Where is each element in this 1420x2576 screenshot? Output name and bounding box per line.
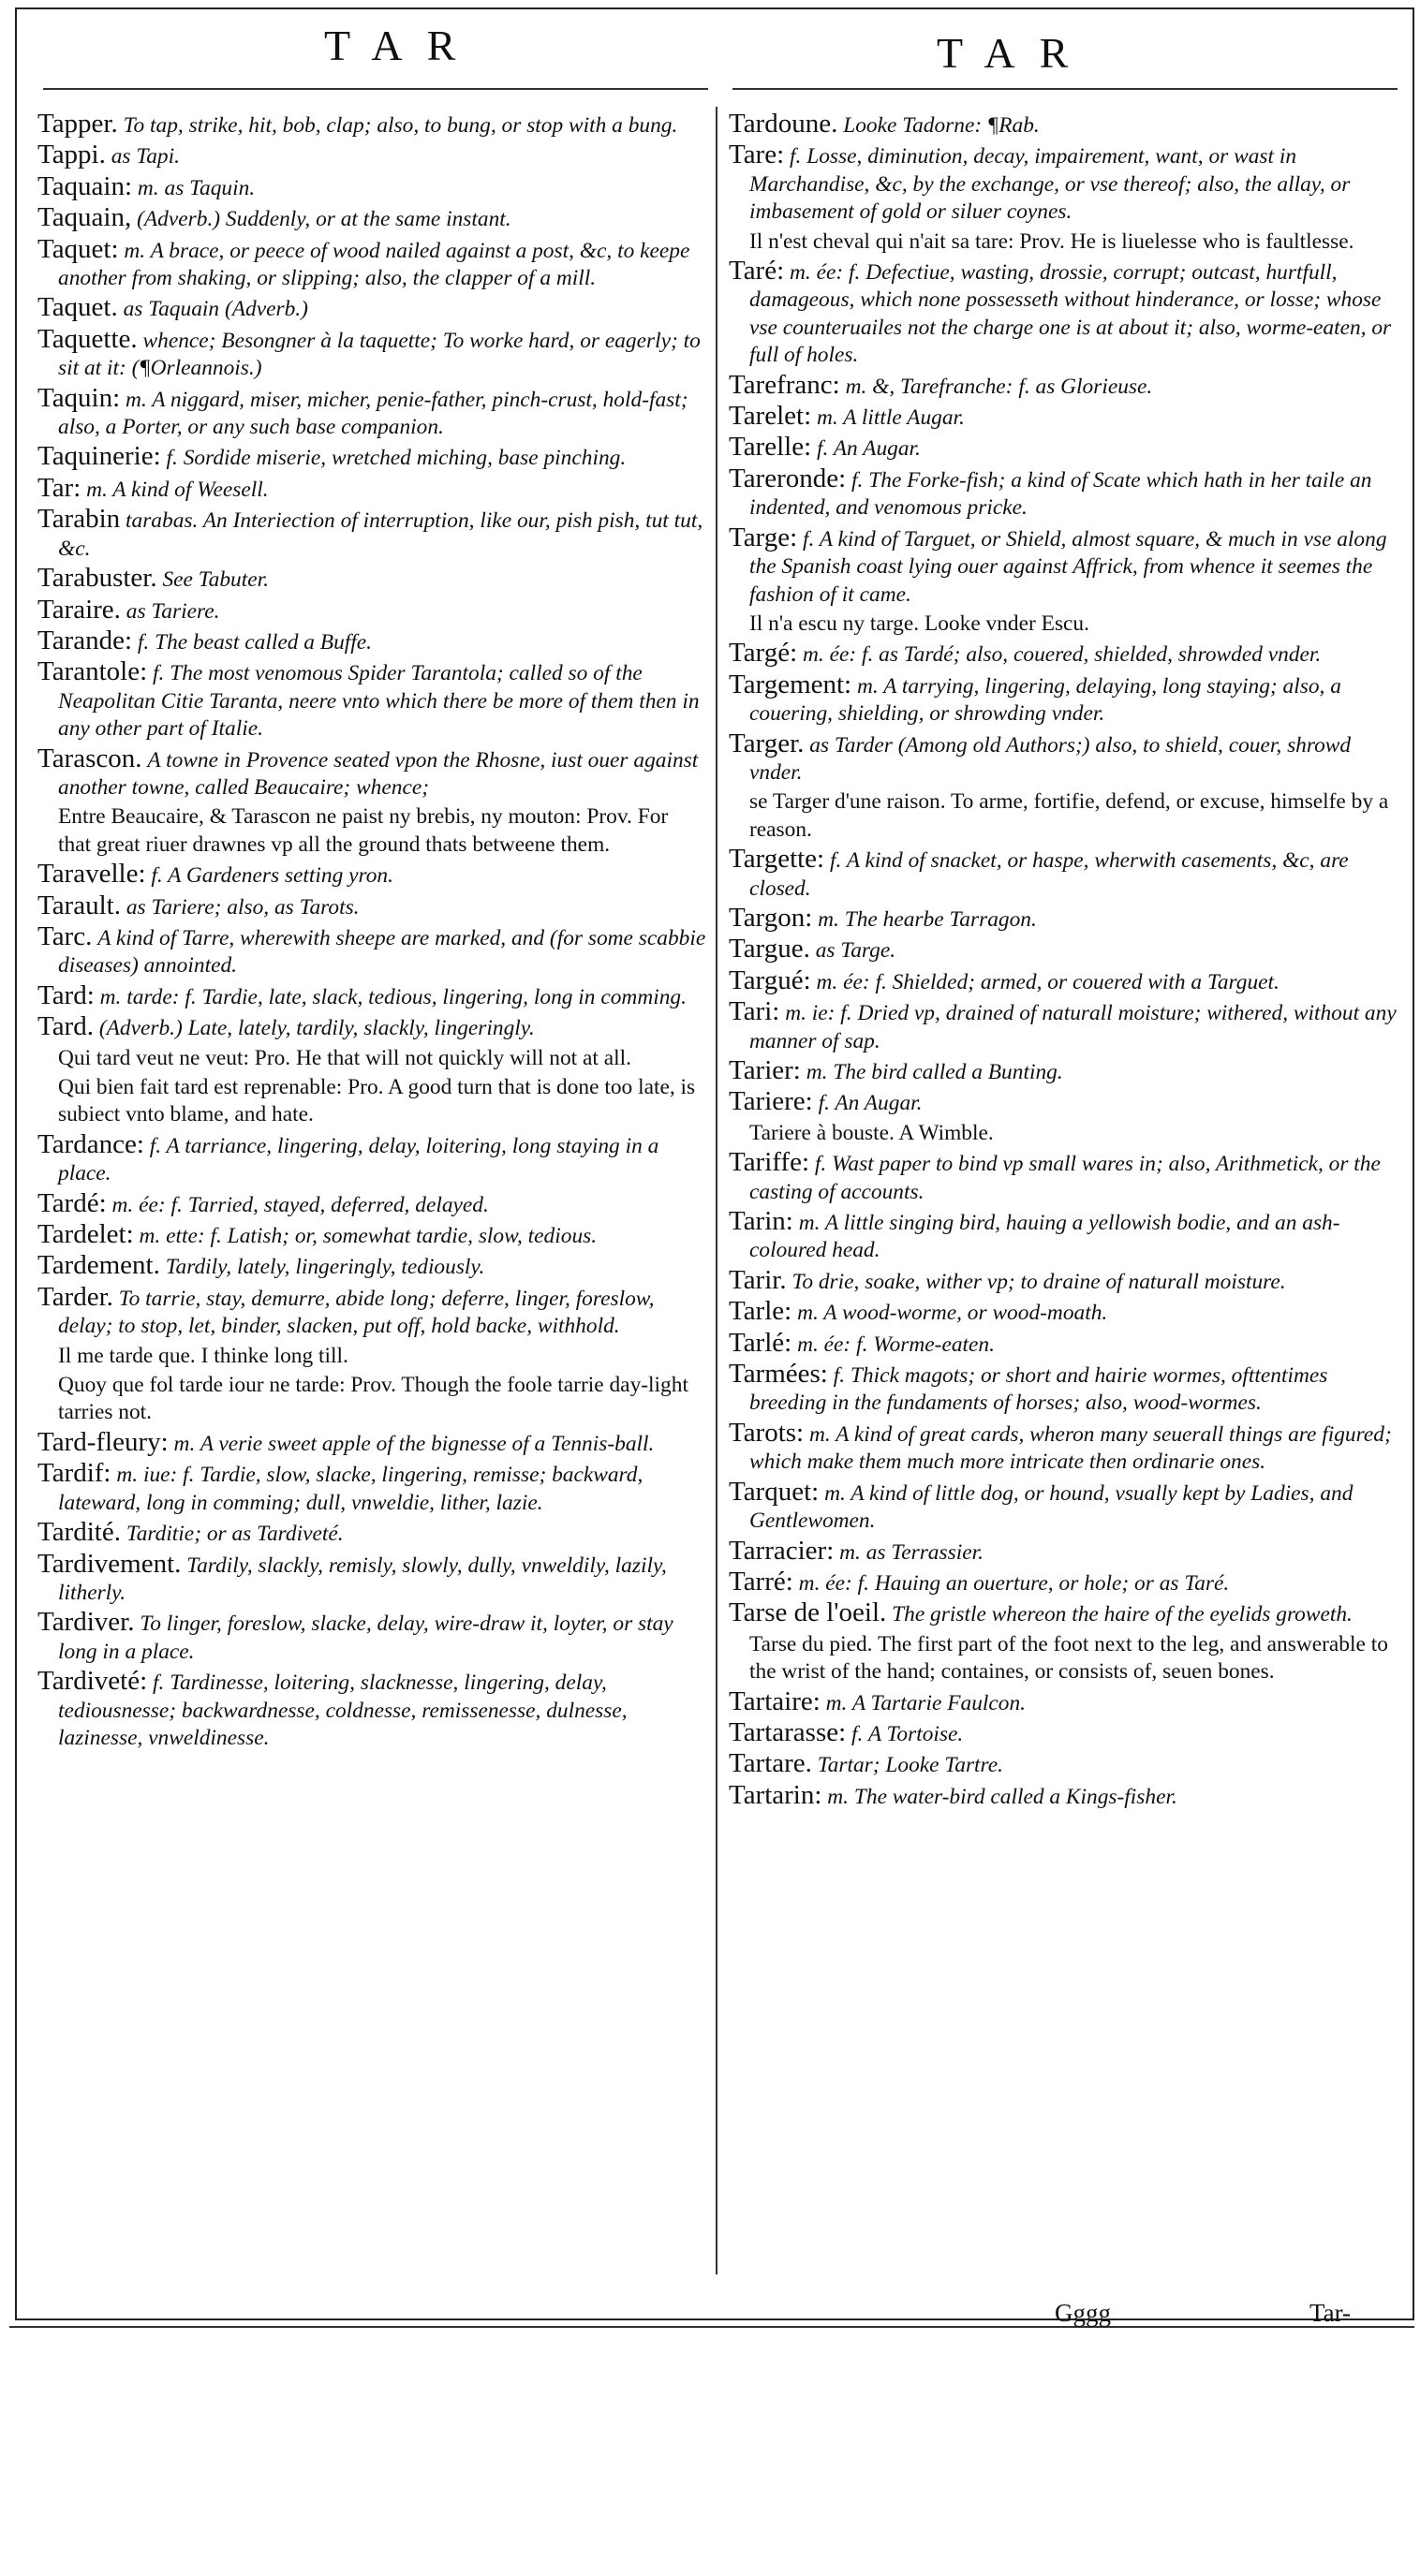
entry-definition: tarabas. An Interiection of interruption, like our, pish pish, tut tut, &c.: [58, 508, 703, 561]
dictionary-entry: [37, 1519, 706, 1548]
dictionary-entry: [37, 1074, 706, 1129]
entry-headword: Tarande:: [37, 625, 133, 655]
entry-definition: See Tabuter.: [162, 567, 269, 593]
signature-mark: Gggg: [1055, 2299, 1111, 2327]
entry-definition: m. A verie sweet apple of the bignesse of a Tennis-ball.: [173, 1431, 655, 1456]
entry-headword: Tarabuster.: [37, 563, 157, 594]
entry-definition: m. ée: f. Hauing an ouerture, or hole; or as Taré.: [798, 1570, 1230, 1596]
dictionary-entry: [729, 1327, 1398, 1359]
entry-definition: m. &, Tarefranche: f. as Glorieuse.: [845, 374, 1153, 399]
entry-definition: m. ée: f. Tarried, stayed, deferred, delayed.: [111, 1192, 489, 1217]
dictionary-entry: [37, 892, 706, 921]
entry-headword: Taquet:: [37, 233, 119, 264]
dictionary-entry: [37, 627, 706, 656]
entry-definition: f. Wast paper to bind vp small wares in; also, Arithmetick, or the casting of accounts.: [749, 1152, 1381, 1204]
entry-headword: Targette:: [729, 844, 825, 875]
entry-definition: m. The hearbe Tarragon.: [818, 906, 1037, 932]
entry-headword: Tardivement.: [37, 1548, 182, 1579]
entry-headword: Taraire.: [37, 594, 121, 625]
dictionary-entry: [729, 434, 1398, 463]
entry-headword: Tarir.: [729, 1264, 787, 1295]
dictionary-entry: [729, 369, 1398, 401]
dictionary-entry: [37, 110, 706, 140]
entry-headword: Tardement.: [37, 1250, 160, 1281]
dictionary-entry: [729, 998, 1398, 1055]
entry-definition: Tarse du pied. The first part of the foot next to the leg, and answerable to the wrist of the hand; containes, or consists of, seuen bones.: [749, 1631, 1388, 1685]
head-rule-right: [732, 88, 1398, 90]
entry-definition: m. iue: f. Tardie, slow, slacke, lingering, remisse; backward, lateward, long in comming; dull, vnweldie, lither, lazie.: [58, 1463, 643, 1515]
dictionary-entry: [37, 1221, 706, 1250]
entry-definition: To linger, foreslow, slacke, delay, wire-draw it, loyter, or stay long in a place.: [58, 1612, 673, 1664]
entry-headword: Tarder.: [37, 1281, 113, 1312]
entry-definition: f. A Tortoise.: [851, 1721, 964, 1746]
entry-headword: Tarefranc:: [729, 369, 840, 400]
entry-headword: Tard.: [37, 1011, 94, 1042]
dictionary-entry: [37, 233, 706, 293]
entry-definition: as Targe.: [815, 938, 896, 964]
entry-definition: Il n'est cheval qui n'ait sa tare: Prov. He is liuelesse who is faultlesse.: [749, 228, 1354, 254]
entry-headword: Targon:: [729, 902, 813, 933]
entry-definition: Il n'a escu ny targe. Looke vnder Escu.: [749, 611, 1089, 636]
dictionary-entry: [729, 1535, 1398, 1567]
dictionary-entry: [37, 1668, 706, 1752]
dictionary-entry: [729, 1057, 1398, 1086]
entry-definition: To drie, soake, wither vp; to draine of naturall moisture.: [791, 1269, 1286, 1294]
dictionary-entry: [37, 443, 706, 472]
entry-headword: Tarault.: [37, 890, 121, 920]
entry-headword: Tarle:: [729, 1296, 792, 1327]
dictionary-entry: [729, 1149, 1398, 1206]
entry-headword: Tardiver.: [37, 1607, 135, 1638]
dictionary-entry: [37, 596, 706, 626]
dictionary-entry: [37, 1460, 706, 1517]
dictionary-entry: [729, 1779, 1398, 1811]
entry-headword: Taquinerie:: [37, 441, 161, 472]
dictionary-entry: [729, 1417, 1398, 1477]
entry-definition: f. A kind of snacket, or haspe, wherwith casements, &c, are closed.: [749, 848, 1349, 901]
entry-headword: Tard:: [37, 979, 95, 1010]
dictionary-entry: [729, 1298, 1398, 1327]
entry-definition: To tap, strike, hit, bob, clap; also, to bung, or stop with a bung.: [123, 113, 678, 138]
dictionary-entry: [729, 403, 1398, 432]
dictionary-entry: [37, 1013, 706, 1042]
entry-headword: Tari:: [729, 996, 780, 1027]
dictionary-entry: [37, 204, 706, 233]
catchword: Tar-: [1309, 2299, 1352, 2327]
entry-definition: Qui bien fait tard est reprenable: Pro. A good turn that is done too late, is subiect vnto blame, and hate.: [58, 1075, 696, 1127]
entry-headword: Tar:: [37, 472, 81, 503]
entry-headword: Tardance:: [37, 1128, 144, 1159]
dictionary-entry: [729, 524, 1398, 609]
dictionary-entry: [37, 1252, 706, 1281]
dictionary-entry: [729, 228, 1398, 256]
entry-headword: Targer.: [729, 728, 805, 758]
entry-headword: Tarlé:: [729, 1327, 792, 1358]
entry-definition: Looke Tadorne: ¶Rab.: [843, 113, 1040, 138]
dictionary-entry: [37, 1187, 706, 1219]
column-divider: [716, 107, 717, 2274]
entry-definition: (Adverb.) Late, lately, tardily, slackly, lingeringly.: [98, 1016, 535, 1041]
entry-headword: Tarelle:: [729, 432, 812, 463]
entry-definition: m. A kind of Weesell.: [86, 477, 269, 502]
entry-definition: f. An Augar.: [817, 436, 921, 462]
right-column: [729, 110, 1398, 1813]
entry-definition: Entre Beaucaire, & Tarascon ne paist ny brebis, ny mouton: Prov. For that great riuer drawnes vp all the ground thats betweene them.: [58, 804, 669, 857]
entry-headword: Taquin:: [37, 382, 121, 413]
entry-headword: Tare:: [729, 140, 785, 170]
dictionary-entry: [37, 1128, 706, 1188]
entry-definition: A towne in Provence seated vpon the Rhosne, iust ouer against another towne, called Beaucaire; whence;: [58, 747, 699, 800]
entry-definition: f. Tardinesse, loitering, slacknesse, lingering, delay, tediousnesse; backwardnesse, coldnesse, remissenesse, dulnesse, lazinesse, vnweldinesse.: [58, 1671, 628, 1750]
entry-definition: m. A kind of little dog, or hound, vsually kept by Ladies, and Gentlewomen.: [749, 1480, 1353, 1534]
entry-headword: Tardif:: [37, 1458, 111, 1489]
dictionary-entry: [37, 170, 706, 202]
entry-headword: Taré:: [729, 256, 785, 287]
dictionary-entry: [729, 935, 1398, 964]
dictionary-entry: [729, 1685, 1398, 1717]
dictionary-entry: [37, 1045, 706, 1072]
entry-headword: Tariffe:: [729, 1147, 809, 1178]
dictionary-entry: [729, 902, 1398, 934]
entry-definition: f. Losse, diminution, decay, impairement, want, or wast in Marchandise, &c, by the exchange, or vse thereof; also, the allay, or imbasement of gold or siluer coynes.: [749, 144, 1351, 225]
entry-definition: m. A kind of great cards, wheron many seuerall things are figured; which make them much more intricate then ordinarie ones.: [749, 1421, 1392, 1475]
entry-headword: Tartarin:: [729, 1779, 822, 1810]
entry-definition: A kind of Tarre, wherewith sheepe are marked, and (for some scabbie diseases) annointed.: [58, 925, 706, 979]
entry-headword: Tartaire:: [729, 1685, 821, 1716]
entry-definition: m. The water-bird called a Kings-fisher.: [827, 1784, 1177, 1809]
entry-definition: m. A little singing bird, hauing a yellowish bodie, and an ash-coloured head.: [749, 1211, 1340, 1263]
entry-definition: f. A Gardeners setting yron.: [151, 863, 393, 889]
entry-headword: Taquette.: [37, 323, 138, 354]
head-rule-left: [43, 88, 708, 90]
dictionary-entry: [729, 258, 1398, 370]
dictionary-entry: [729, 1120, 1398, 1147]
entry-headword: Tarmées:: [729, 1359, 828, 1390]
entry-headword: Tarots:: [729, 1417, 805, 1448]
entry-headword: Tarse de l'oeil.: [729, 1597, 887, 1628]
entry-definition: f. Thick magots; or short and hairie wormes, ofttentimes breeding in the fundaments of horses; also, wood-wormes.: [749, 1363, 1328, 1416]
dictionary-entry: [37, 803, 706, 859]
entry-definition: f. A tarriance, lingering, delay, loitering, long staying in a place.: [58, 1133, 659, 1186]
dictionary-entry: [729, 1208, 1398, 1265]
dictionary-entry: [37, 294, 706, 323]
running-head-right: TAR: [937, 29, 1093, 77]
dictionary-entry: [729, 110, 1398, 140]
dictionary-entry: [729, 1568, 1398, 1597]
entry-headword: Tarquet:: [729, 1476, 820, 1507]
running-head-left: TAR: [324, 22, 481, 69]
entry-definition: m. ée: f. Worme-eaten.: [797, 1332, 995, 1357]
entry-headword: Tariere:: [729, 1086, 813, 1117]
entry-definition: The gristle whereon the haire of the eyelids groweth.: [892, 1602, 1353, 1627]
entry-definition: Il me tarde que. I thinke long till.: [58, 1343, 348, 1368]
dictionary-entry: [37, 920, 706, 980]
dictionary-entry: [729, 1088, 1398, 1117]
entry-definition: Quoy que fol tarde iour ne tarde: Prov. Though the foole tarrie day-light tarries not.: [58, 1373, 688, 1425]
entry-definition: whence; Besongner à la taquette; To worke hard, or eagerly; to sit at it: (¶Orleannois.): [58, 328, 701, 381]
entry-headword: Tappi.: [37, 140, 106, 170]
entry-headword: Tardoune.: [729, 109, 838, 139]
dictionary-entry: [729, 465, 1398, 523]
entry-definition: se Targer d'une raison. To arme, fortifie, defend, or excuse, himselfe by a reason.: [749, 789, 1389, 842]
entry-definition: m. A Tartarie Faulcon.: [825, 1690, 1027, 1715]
entry-definition: as Tariere.: [126, 598, 220, 624]
entry-headword: Targué:: [729, 964, 811, 995]
entry-headword: Targement:: [729, 669, 852, 699]
entry-headword: Targe:: [729, 522, 798, 552]
entry-headword: Taquet.: [37, 292, 118, 323]
entry-definition: Tardily, slackly, remisly, slowly, dully, vnweldily, lazily, litherly.: [58, 1553, 667, 1605]
dictionary-entry: [37, 1548, 706, 1608]
entry-definition: as Tapi.: [111, 144, 180, 169]
dictionary-entry: [37, 565, 706, 594]
dictionary-entry: [37, 472, 706, 504]
dictionary-entry: [37, 979, 706, 1011]
entry-definition: m. tarde: f. Tardie, late, slack, tedious, lingering, long in comming.: [99, 984, 687, 1009]
entry-definition: as Tariere; also, as Tarots.: [126, 894, 360, 920]
entry-headword: Tarelet:: [729, 401, 812, 432]
entry-definition: f. An Augar.: [818, 1091, 923, 1116]
entry-headword: Tareronde:: [729, 463, 847, 493]
dictionary-entry: [37, 861, 706, 890]
entry-definition: m. The bird called a Bunting.: [806, 1060, 1063, 1084]
entry-definition: m. ée: f. as Tardé; also, couered, shielded, shrowded vnder.: [802, 642, 1322, 668]
entry-headword: Tardé:: [37, 1187, 107, 1218]
left-column: [37, 110, 706, 1754]
dictionary-entry: [729, 141, 1398, 226]
dictionary-entry: [37, 141, 706, 170]
entry-definition: m. ette: f. Latish; or, somewhat tardie, slow, tedious.: [139, 1224, 598, 1249]
entry-headword: Targue.: [729, 934, 810, 964]
dictionary-entry: [37, 1426, 706, 1458]
entry-definition: f. The most venomous Spider Tarantola; called so of the Neapolitan Citie Taranta, neere vnto which there be more of them then in any other part of Italie.: [58, 661, 700, 742]
dictionary-entry: [729, 1716, 1398, 1748]
entry-definition: f. The Forke-fish; a kind of Scate which hath in her taile an indented, and venomous pricke.: [749, 467, 1372, 521]
page-frame-bottom-rule: [9, 2326, 1414, 2328]
dictionary-entry: [37, 1343, 706, 1370]
entry-definition: Qui tard veut ne veut: Pro. He that will not quickly will not at all.: [58, 1045, 631, 1070]
dictionary-entry: [37, 658, 706, 743]
entry-definition: m. as Terrassier.: [839, 1539, 984, 1565]
dictionary-entry: [729, 788, 1398, 844]
entry-definition: Tardily, lately, lingeringly, tediously.: [165, 1255, 485, 1280]
entry-headword: Tardelet:: [37, 1219, 134, 1250]
dictionary-entry: [729, 611, 1398, 638]
entry-definition: (Adverb.) Suddenly, or at the same instant.: [137, 207, 511, 232]
dictionary-entry: [729, 846, 1398, 903]
entry-definition: m. ée: f. Shielded; armed, or couered with a Targuet.: [816, 969, 1279, 994]
dictionary-entry: [729, 1599, 1398, 1628]
entry-definition: m. A little Augar.: [817, 405, 965, 431]
entry-definition: m. A wood-worme, or wood-moath.: [797, 1301, 1108, 1326]
entry-headword: Tarré:: [729, 1566, 793, 1597]
entry-definition: m. as Taquin.: [137, 175, 256, 200]
entry-definition: m. A brace, or peece of wood nailed against a post, &c, to keepe another from shaking, or slipping; also, the clapper of a mill.: [58, 238, 690, 291]
dictionary-entry: [729, 1476, 1398, 1536]
entry-definition: Tariere à bouste. A Wimble.: [749, 1120, 994, 1145]
entry-headword: Tarantole:: [37, 656, 148, 687]
entry-definition: m. A niggard, miser, micher, penie-father, pinch-crust, hold-fast; also, a Porter, or any such base companion.: [58, 387, 688, 440]
dictionary-entry: [37, 382, 706, 442]
dictionary-entry: [37, 1372, 706, 1427]
dictionary-entry: [729, 640, 1398, 669]
dictionary-entry: [729, 1264, 1398, 1296]
entry-headword: Tarabin: [37, 504, 121, 535]
entry-headword: Tarc.: [37, 920, 93, 951]
entry-headword: Tard-fleury:: [37, 1426, 169, 1457]
entry-headword: Tardité.: [37, 1517, 121, 1548]
dictionary-entry: [37, 1281, 706, 1341]
entry-headword: Tartarasse:: [729, 1716, 847, 1747]
entry-definition: Tartar; Looke Tartre.: [817, 1753, 1004, 1778]
entry-definition: To tarrie, stay, demurre, abide long; deferre, linger, foreslow, delay; to stop, let, binder, slacken, put off, hold backe, withhold.: [58, 1286, 655, 1339]
dictionary-entry: [37, 1609, 706, 1666]
entry-headword: Taquain:: [37, 170, 133, 201]
entry-definition: Tarditie; or as Tardiveté.: [126, 1522, 344, 1547]
entry-definition: m. A tarrying, lingering, delaying, long staying; also, a couering, shielding, or shrowding vnder.: [749, 673, 1341, 727]
entry-definition: m. ée: f. Defectiue, wasting, drossie, corrupt; outcast, hurtfull, damageous, which none possesseth without hinderance, or losse; whose vse counteruailes not the charge one is at about it; also, worme-eaten, or full of holes.: [749, 260, 1392, 368]
dictionary-entry: [729, 1750, 1398, 1779]
entry-definition: as Tarder (Among old Authors;) also, to shield, couer, shrowd vnder.: [749, 732, 1352, 785]
dictionary-entry: [729, 730, 1398, 788]
entry-definition: as Taquain (Adverb.): [123, 297, 308, 322]
entry-headword: Tapper.: [37, 109, 118, 139]
dictionary-entry: [37, 506, 706, 563]
entry-headword: Tartare.: [729, 1748, 812, 1779]
entry-headword: Tarin:: [729, 1206, 793, 1237]
entry-headword: Tarracier:: [729, 1535, 835, 1566]
entry-headword: Tarier:: [729, 1055, 801, 1085]
dictionary-entry: [729, 1631, 1398, 1686]
entry-definition: f. Sordide miserie, wretched miching, base pinching.: [166, 446, 627, 471]
dictionary-entry: [729, 671, 1398, 729]
dictionary-entry: [729, 1361, 1398, 1418]
entry-definition: m. ie: f. Dried vp, drained of naturall moisture; withered, without any manner of sap.: [749, 1001, 1397, 1053]
entry-headword: Tardiveté:: [37, 1666, 148, 1697]
entry-definition: f. A kind of Targuet, or Shield, almost square, & much in vse along the Spanish coast lying ouer against Affrick, from whence it seemes the fashion of it came.: [749, 526, 1387, 607]
dictionary-entry: [37, 745, 706, 802]
entry-headword: Tarascon.: [37, 743, 142, 773]
entry-definition: f. The beast called a Buffe.: [137, 629, 372, 655]
dictionary-entry: [729, 964, 1398, 996]
entry-headword: Taquain,: [37, 202, 132, 233]
dictionary-entry: [37, 323, 706, 383]
entry-headword: Taravelle:: [37, 859, 146, 890]
entry-headword: Targé:: [729, 638, 798, 669]
